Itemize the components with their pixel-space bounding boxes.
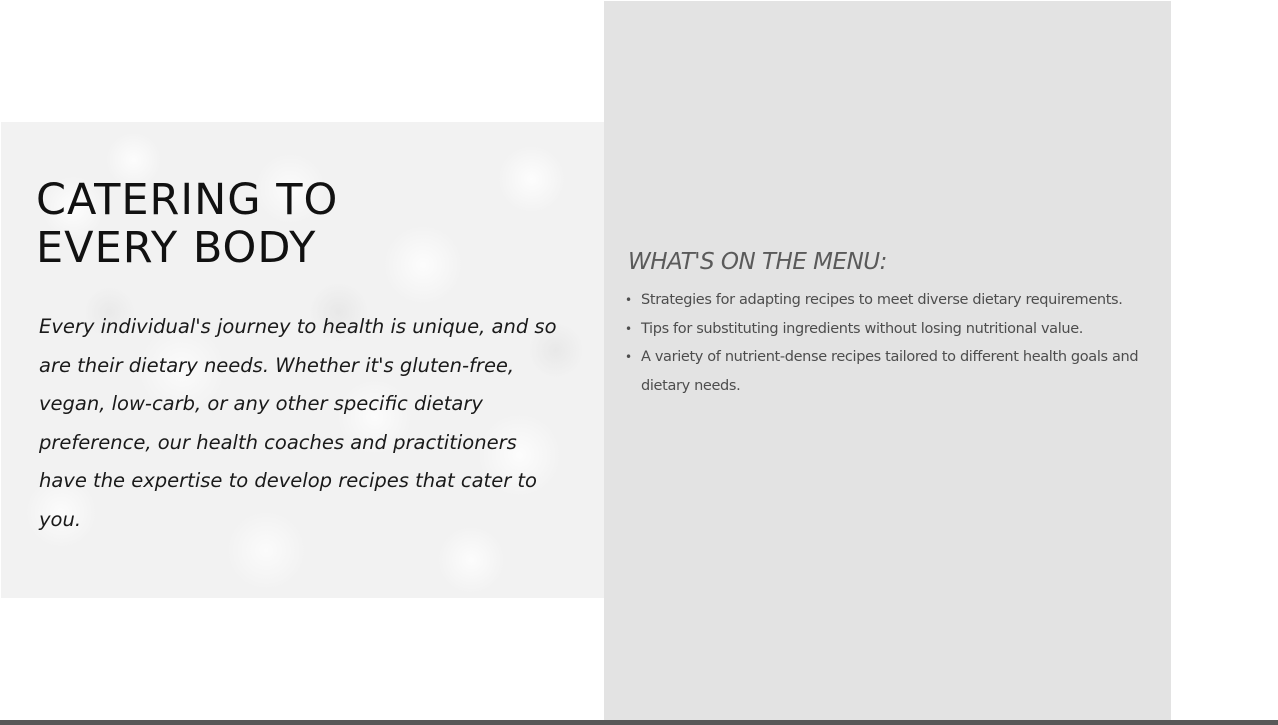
list-item (625, 343, 1155, 400)
list-item-text: Tips for substituting ingredients without losing nutritional value. (641, 320, 1084, 337)
list-item-text: A variety of nutrient-dense recipes tailored to different health goals and dietary needs. (641, 349, 1139, 395)
bullet-icon: • (625, 350, 632, 365)
menu-list (625, 286, 1155, 401)
section-title-line-1: CATERING TO (36, 175, 339, 225)
bullet-icon: • (625, 321, 632, 336)
bottom-divider-bar (0, 720, 1278, 725)
list-item-text: Strategies for adapting recipes to meet diverse dietary requirements. (641, 292, 1123, 308)
list-item (625, 286, 1155, 315)
intro-paragraph: Every individual's journey to health is unique, and so are their dietary needs. Whether it's gluten-free, vegan, low-carb, or any other specific dietary preference, our health coaches and practitioners have the expertise to develop recipes that cater to you. (39, 315, 557, 531)
menu-heading: WHAT'S ON THE MENU: (628, 249, 887, 275)
section-title-line-2: EVERY BODY (36, 223, 317, 273)
section-title (36, 176, 338, 272)
bullet-icon: • (625, 293, 632, 307)
list-item (625, 315, 1155, 344)
